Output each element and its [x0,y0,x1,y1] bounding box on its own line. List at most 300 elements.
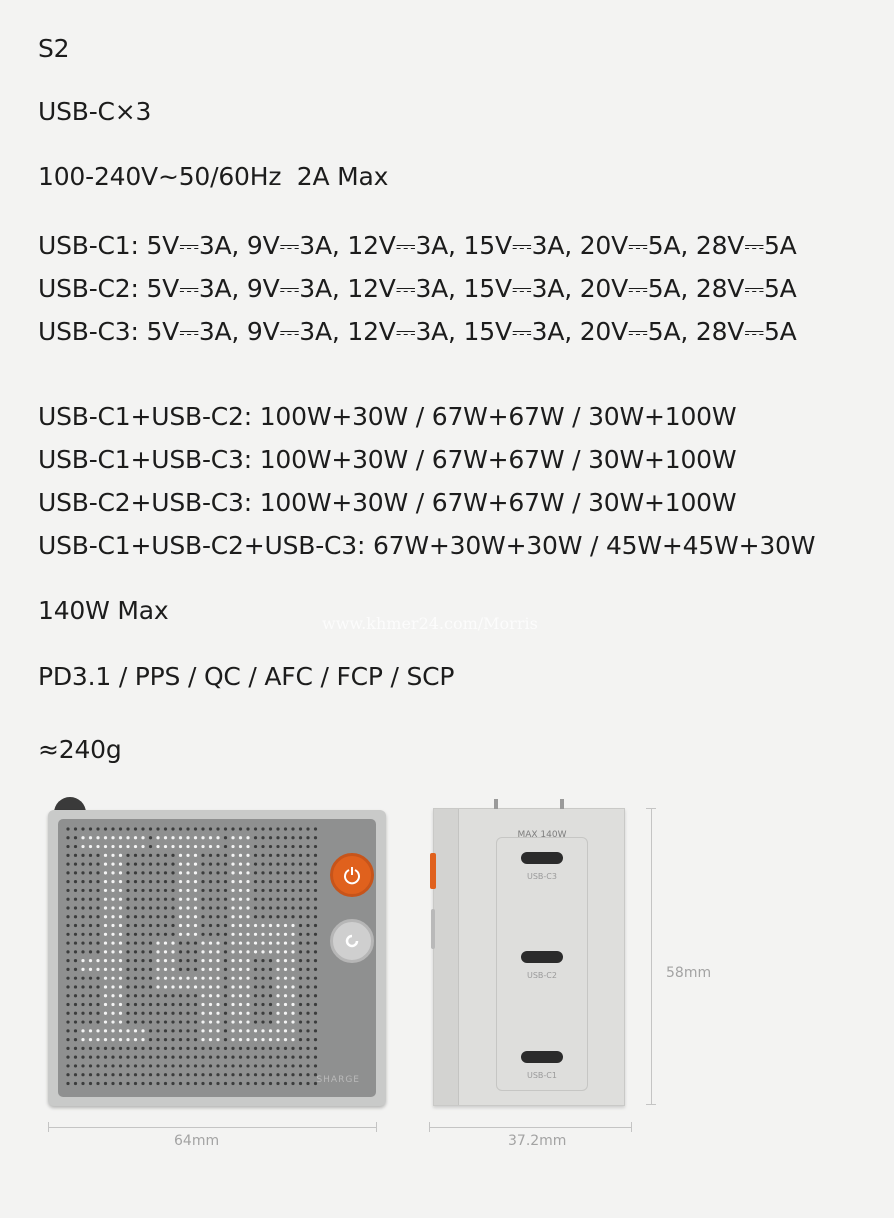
led-dot [261,985,264,988]
led-dot [239,994,242,997]
led-dot [276,880,279,883]
led-dot [156,1064,159,1067]
led-dot [239,950,242,953]
led-dot [254,898,257,901]
led-dot [164,889,167,892]
led-dot [119,1012,122,1015]
led-dot [186,1047,189,1050]
led-dot [269,1012,272,1015]
led-dot [209,1038,212,1041]
led-dot [66,1073,69,1076]
led-dot [126,871,129,874]
led-dot [314,827,317,830]
led-dot [179,950,182,953]
led-dot [209,924,212,927]
led-dot [134,827,137,830]
led-dot [261,898,264,901]
led-dot [209,1029,212,1032]
led-dot [231,1082,234,1085]
led-dot [186,863,189,866]
led-dot [96,906,99,909]
led-dot [201,1073,204,1076]
led-dot [261,933,264,936]
led-dot [269,994,272,997]
led-dot [201,994,204,997]
led-dot [66,959,69,962]
led-dot [194,1029,197,1032]
output-line-c2: USB-C2: 5V⎓3A, 9V⎓3A, 12V⎓3A, 15V⎓3A, 20V⎓5A, 28V⎓5A [38,274,797,303]
led-dot [209,871,212,874]
led-dot [89,1038,92,1041]
led-dot [171,950,174,953]
led-dot [276,1064,279,1067]
led-dot [291,968,294,971]
led-dot [119,863,122,866]
width-dimension-line [48,1127,376,1128]
led-dot [291,1012,294,1015]
led-dot [254,1003,257,1006]
led-dot [306,871,309,874]
led-dot [104,1047,107,1050]
led-dot [299,1012,302,1015]
led-dot [314,854,317,857]
led-dot [224,854,227,857]
led-dot [149,959,152,962]
led-dot [156,1020,159,1023]
led-dot [89,941,92,944]
led-dot [254,836,257,839]
led-dot [314,1064,317,1067]
led-dot [314,915,317,918]
led-dot [209,1020,212,1023]
led-dot [141,915,144,918]
led-dot [134,915,137,918]
led-dot [276,941,279,944]
led-dot [141,827,144,830]
led-dot [276,985,279,988]
led-dot [269,906,272,909]
led-dot [254,880,257,883]
watermark: www.khmer24.com/Morris [322,614,538,633]
led-dot [134,889,137,892]
led-dot [299,871,302,874]
led-dot [186,941,189,944]
led-dot [104,924,107,927]
led-dot [126,915,129,918]
led-dot [141,933,144,936]
port-panel [496,830,588,1091]
led-dot [314,1020,317,1023]
led-dot [111,977,114,980]
led-dot [231,950,234,953]
led-dot [171,994,174,997]
led-dot [81,898,84,901]
led-dot [284,898,287,901]
combo-line: USB-C1+USB-C3: 100W+30W / 67W+67W / 30W+100W [38,445,737,474]
led-dot [126,1073,129,1076]
led-dot [261,845,264,848]
led-dot [134,1029,137,1032]
led-dot [194,1073,197,1076]
led-dot [104,871,107,874]
led-dot [269,1047,272,1050]
led-dot [96,1038,99,1041]
led-dot [269,1029,272,1032]
dimension-tick [429,1122,430,1132]
led-dot [119,1082,122,1085]
led-dot [246,985,249,988]
led-dot [179,933,182,936]
led-dot [284,906,287,909]
led-dot [239,880,242,883]
usb-c-port [521,1051,563,1063]
led-dot [246,827,249,830]
led-dot [269,950,272,953]
led-dot [186,985,189,988]
led-dot [239,871,242,874]
led-dot [141,1047,144,1050]
led-dot [126,1082,129,1085]
led-dot [119,933,122,936]
led-dot [231,845,234,848]
led-dot [261,906,264,909]
led-dot [74,985,77,988]
led-dot [141,1003,144,1006]
led-dot [156,1012,159,1015]
led-dot [141,941,144,944]
led-dot [111,1073,114,1076]
led-dot [224,836,227,839]
led-dot [291,1064,294,1067]
led-dot [239,898,242,901]
led-dot [89,1073,92,1076]
led-dot [134,1047,137,1050]
led-dot [186,1003,189,1006]
led-dot [306,1003,309,1006]
led-dot [299,863,302,866]
led-dot [209,915,212,918]
led-dot [306,994,309,997]
led-dot [104,1056,107,1059]
led-dot [104,968,107,971]
led-dot [291,924,294,927]
led-dot [149,924,152,927]
led-dot [156,1003,159,1006]
led-dot [216,845,219,848]
led-dot [186,906,189,909]
led-dot [96,933,99,936]
led-dot [89,1082,92,1085]
led-dot [306,1056,309,1059]
led-dot [231,880,234,883]
led-dot [231,1064,234,1067]
led-dot [299,906,302,909]
led-dot [224,871,227,874]
usb-c-port [521,951,563,963]
led-dot [164,854,167,857]
led-dot [299,941,302,944]
led-dot [156,950,159,953]
led-dot [119,1064,122,1067]
led-dot [156,959,159,962]
led-dot [119,994,122,997]
led-dot [224,863,227,866]
led-dot [269,1003,272,1006]
led-dot [299,959,302,962]
led-dot [104,1012,107,1015]
led-dot [186,1056,189,1059]
led-dot [276,977,279,980]
led-dot [66,898,69,901]
led-dot [66,827,69,830]
led-dot [96,994,99,997]
led-dot [134,1020,137,1023]
led-dot [224,845,227,848]
led-dot [201,906,204,909]
led-dot [179,889,182,892]
led-dot [171,1073,174,1076]
led-dot [104,880,107,883]
led-dot [81,968,84,971]
led-dot [299,994,302,997]
led-dot [149,871,152,874]
led-dot [261,1073,264,1076]
led-dot [119,1056,122,1059]
led-dot [186,898,189,901]
led-dot [231,933,234,936]
led-dot [89,827,92,830]
led-dot [246,968,249,971]
led-dot [74,968,77,971]
led-dot [254,924,257,927]
led-dot [194,906,197,909]
led-dot [104,941,107,944]
led-dot [246,924,249,927]
led-dot [89,950,92,953]
led-dot [254,889,257,892]
led-dot [134,985,137,988]
led-dot [149,827,152,830]
led-dot [246,977,249,980]
led-dot [186,1064,189,1067]
led-dot [171,915,174,918]
led-dot [81,845,84,848]
led-dot [209,1056,212,1059]
led-dot [134,977,137,980]
led-dot [104,889,107,892]
led-dot [291,1038,294,1041]
led-dot [164,1056,167,1059]
led-dot [209,985,212,988]
led-dot [104,1082,107,1085]
led-dot [231,871,234,874]
led-dot [179,924,182,927]
led-dot [269,1056,272,1059]
led-dot [261,871,264,874]
led-dot [179,1003,182,1006]
led-dot [171,1003,174,1006]
charger-face [58,819,376,1097]
led-dot [231,836,234,839]
led-dot [186,1082,189,1085]
led-dot [291,1082,294,1085]
led-dot [96,1056,99,1059]
port-label: USB-C3 [527,872,557,881]
led-dot [66,1020,69,1023]
led-dot [261,889,264,892]
led-dot [111,1038,114,1041]
power-icon [333,856,371,894]
led-dot [171,880,174,883]
led-dot [231,985,234,988]
led-dot [269,915,272,918]
led-dot [269,1082,272,1085]
led-dot [246,1082,249,1085]
led-dot [111,1064,114,1067]
led-dot [66,1038,69,1041]
led-dot [89,845,92,848]
led-dot [201,915,204,918]
led-dot [299,1029,302,1032]
led-dot [261,915,264,918]
led-dot [261,1003,264,1006]
led-dot [299,854,302,857]
led-dot [239,827,242,830]
led-dot [119,871,122,874]
led-dot [246,863,249,866]
led-dot [246,941,249,944]
led-dot [149,1082,152,1085]
led-dot [276,968,279,971]
led-dot [111,1082,114,1085]
led-dot [209,863,212,866]
led-dot [66,845,69,848]
led-dot [194,854,197,857]
led-dot [111,880,114,883]
led-dot [149,933,152,936]
led-dot [194,836,197,839]
led-dot [216,1012,219,1015]
led-dot [74,924,77,927]
led-dot [246,1073,249,1076]
led-dot [216,994,219,997]
led-dot [104,1064,107,1067]
led-dot [66,836,69,839]
led-dot [171,1056,174,1059]
led-dot [156,1056,159,1059]
led-dot [119,827,122,830]
led-dot [74,836,77,839]
led-dot [194,871,197,874]
led-dot [246,1047,249,1050]
led-dot [156,977,159,980]
led-dot [194,950,197,953]
led-dot [126,1038,129,1041]
led-dot [239,924,242,927]
led-dot [96,1020,99,1023]
led-dot [186,1020,189,1023]
led-dot [306,1064,309,1067]
led-dot [224,959,227,962]
led-dot [74,880,77,883]
led-dot [74,1064,77,1067]
led-dot [306,889,309,892]
led-dot [156,924,159,927]
led-dot [119,1047,122,1050]
led-dot [179,898,182,901]
led-dot [126,924,129,927]
led-dot [194,985,197,988]
led-dot [209,968,212,971]
led-dot [186,836,189,839]
led-dot [231,994,234,997]
led-dot [291,906,294,909]
led-dot [224,1003,227,1006]
led-dot [81,959,84,962]
led-dot [186,924,189,927]
led-dot [239,863,242,866]
led-dot [299,933,302,936]
led-dot [269,889,272,892]
led-dot [66,1029,69,1032]
led-dot [314,898,317,901]
led-dot [306,915,309,918]
led-dot [89,1012,92,1015]
led-dot [141,898,144,901]
led-dot [306,863,309,866]
led-dot [201,950,204,953]
led-dot [89,889,92,892]
led-dot [209,1082,212,1085]
led-dot [164,968,167,971]
led-dot [149,1047,152,1050]
led-dot [284,915,287,918]
led-dot [209,836,212,839]
max-power: 140W Max [38,596,169,625]
led-dot [126,950,129,953]
led-dot [239,1047,242,1050]
led-dot [111,924,114,927]
led-dot [276,845,279,848]
led-dot [314,941,317,944]
led-dot [254,1020,257,1023]
led-dot [141,994,144,997]
depth-dimension-line [429,1127,631,1128]
led-dot [134,933,137,936]
led-dot [261,863,264,866]
led-dot [284,1047,287,1050]
led-dot [156,871,159,874]
led-dot [201,1012,204,1015]
led-dot [306,898,309,901]
led-dot [74,906,77,909]
led-dot [96,1047,99,1050]
led-dot [66,1082,69,1085]
led-dot [74,1038,77,1041]
led-dot [126,1003,129,1006]
led-dot [134,880,137,883]
led-dot [89,985,92,988]
led-dot [119,941,122,944]
led-dot [276,950,279,953]
led-dot [141,836,144,839]
led-dot [179,985,182,988]
led-dot [111,854,114,857]
led-dot [306,933,309,936]
led-dot [291,915,294,918]
led-dot [269,968,272,971]
led-dot [239,1012,242,1015]
